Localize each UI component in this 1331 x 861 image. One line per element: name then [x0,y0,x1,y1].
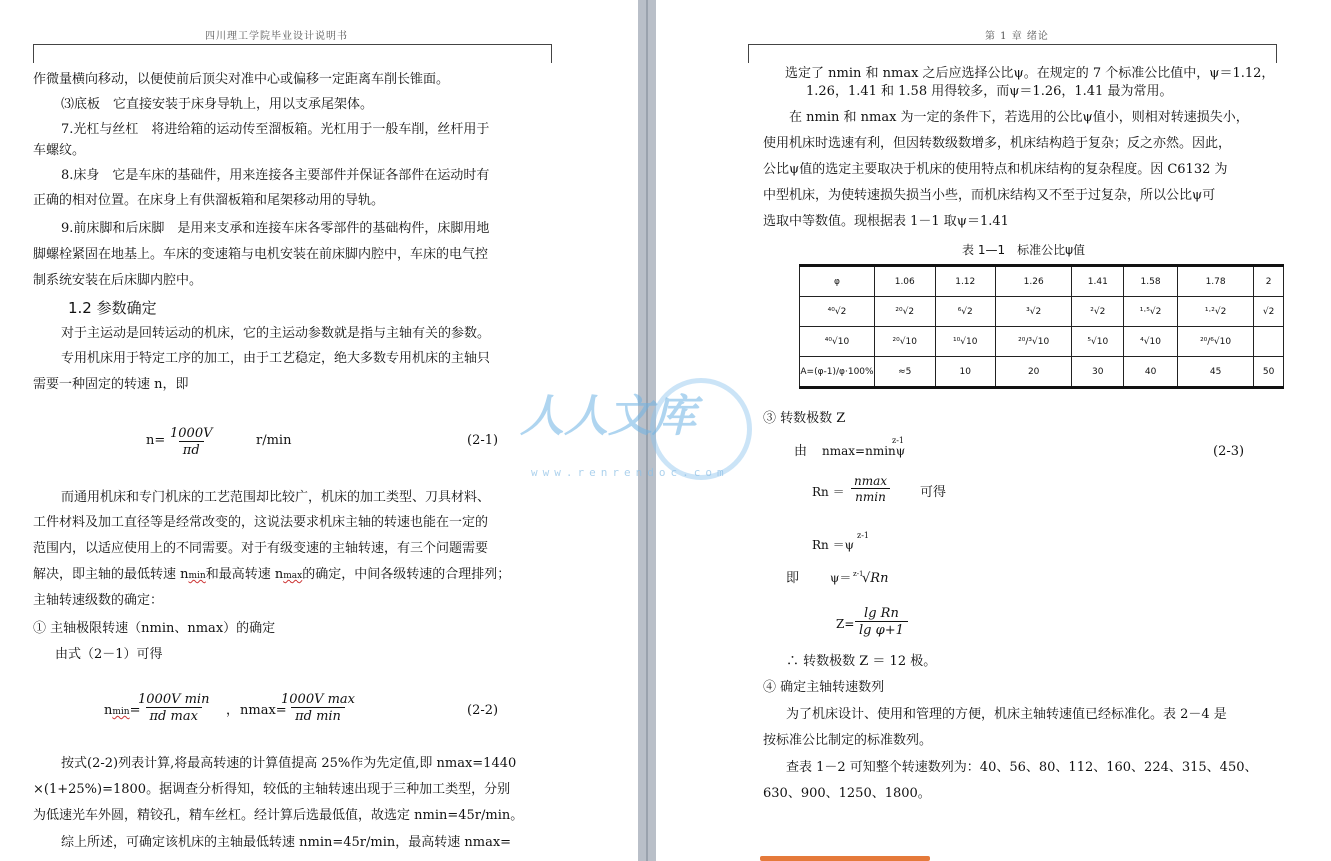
table-cell: ³√2 [996,297,1072,327]
fraction-denominator: πd min [291,707,345,724]
table-cell: ¹·⁵√2 [1124,297,1178,327]
table-cell: 1.58 [1124,266,1178,297]
equation-lhs: nmax= [240,703,287,718]
body-line: 7.光杠与丝杠 将进给箱的运动传至溜板箱。光杠用于一般车削，丝杆用于 [61,122,490,137]
table-cell: ²⁰/³√10 [996,327,1072,357]
table-cell: ⁴⁰√10 [800,327,875,357]
table-cell: 50 [1254,357,1284,388]
table-cell: ¹⁰√10 [935,327,996,357]
table-cell: ⁶√2 [935,297,996,327]
fraction-numerator: 1000V max [281,692,356,707]
table-cell: 40 [1124,357,1178,388]
body-line: 按标准公比制定的标准数列。 [763,733,933,748]
watermark-logo: 人人文库 [520,391,696,442]
superscript: z-1 [857,531,870,540]
table-cell: √2 [1254,297,1284,327]
body-line: 选取中等数值。现根据表 1－1 取ψ＝1.41 [763,214,1009,229]
table-cell: ⁴√10 [1124,327,1178,357]
table-cell: 10 [935,357,996,388]
fraction-denominator: nmin [851,488,890,504]
body-line: 8.床身 它是车床的基础件，用来连接各主要部件并保证各部件在运动时有 [61,168,490,183]
page-header: 第 1 章 绪论 [985,31,1049,42]
header-rule [33,44,551,45]
equation-radical: √Rn [862,571,889,586]
body-line: 专用机床用于特定工序的加工，由于工艺稳定，绝大多数专用机床的主轴只 [61,351,491,366]
equation-symbol: = [129,703,141,718]
body-line: 为低速光车外圆，精铰孔，精车丝杠。经计算后选最低值，故选定 nmin=45r/min。 [33,808,524,823]
equation-note: 可得 [920,485,947,500]
body-line: 主轴转速级数的确定： [33,593,164,608]
body-line: 查表 1－2 可知整个转速数列为：40、56、80、112、160、224、315、450、 [786,760,1258,775]
header-corner [1276,44,1277,63]
body-line: ×(1+25%)=1800。据调查分析得知，较低的主轴转速出现于三种加工类型，分别 [33,782,511,797]
body-line: 需要一种固定的转速 n，即 [33,377,189,392]
table-cell: 30 [1072,357,1124,388]
header-corner [33,44,34,63]
body-line: 综上所述，可确定该机床的主轴最低转速 nmin=45r/min，最高转速 nmax= [61,835,512,850]
text-run: 解决，即主轴的最低转速 n [33,567,189,582]
table-cell: ²⁰√2 [875,297,936,327]
body-line: 对于主运动是回转运动的机床，它的主运动参数就是指与主轴有关的参数。 [61,326,491,341]
equation-lhs: n= [146,433,166,448]
body-line: 公比ψ值的选定主要取决于机床的使用特点和机床结构的复杂程度。因 C6132 为 [763,162,1228,177]
equation-body: nmax=nminψ [822,444,906,458]
table-cell [1254,327,1284,357]
body-line: 9.前床脚和后床脚 是用来支承和连接车床各零部件的基础构件，床脚用地 [61,221,490,236]
subscript: min [188,571,206,581]
table-cell: ¹·²√2 [1177,297,1253,327]
body-line: 630、900、1250、1800。 [763,786,931,801]
superscript: z-1 [853,570,864,578]
body-line: 由式（2－1）可得 [55,647,163,662]
fraction-denominator: lg φ+1 [855,621,908,638]
subscript: min [112,707,130,717]
table-row [800,357,1284,388]
section-heading: 1.2 参数确定 [68,299,157,317]
body-line [33,562,510,589]
equation-lhs: Z= [836,617,855,631]
equation-lead: 即 [786,571,800,586]
table-cell: ⁵√10 [1072,327,1124,357]
equation-fraction [134,692,213,724]
fraction-numerator: 1000V min [138,692,210,707]
table-cell: ²√2 [1072,297,1124,327]
body-line: ③ 转数极数 Z [763,411,846,426]
equation-fraction [166,426,216,458]
table-cell: 1.26 [996,266,1072,297]
text-run: 和最高转速 n [205,567,284,582]
fraction-numerator: nmax [854,474,888,488]
table-cell: ²⁰/⁶√10 [1177,327,1253,357]
equation-lhs: Rn ＝ [812,485,845,499]
body-line: 选定了 nmin 和 nmax 之后应选择公比ψ。在规定的 7 个标准公比值中，ψ＝1.12， [785,66,1275,81]
table-cell: 1.06 [875,266,936,297]
equation-body: Rn ＝ψ [812,538,854,552]
table-cell: 1.78 [1177,266,1253,297]
table-cell: 1.12 [935,266,996,297]
body-line: 脚螺栓紧固在地基上。车床的变速箱与电机安装在前床脚内腔中，车床的电气控 [33,247,489,262]
body-line: 中型机床，为使转速损失损当小些，而机床结构又不至于过复杂，所以公比ψ可 [763,188,1216,203]
table-cell: ²⁰√10 [875,327,936,357]
body-line: 1.26，1.41 和 1.58 用得较多，而ψ＝1.26，1.41 最为常用。 [806,84,1173,99]
equation-fraction [277,692,359,724]
body-line: ∴ 转数极数 Z ＝ 12 极。 [786,654,937,669]
header-corner [551,44,552,63]
body-line: 车螺纹。 [33,143,86,158]
watermark-url: www.renrendoc.com [531,466,729,479]
table-cell: 45 [1177,357,1253,388]
table-caption: 表 1—1 标准公比ψ值 [962,243,1086,257]
body-line: 按式(2-2)列表计算,将最高转速的计算值提高 25%作为先定值,即 nmax=1440 [61,756,517,771]
equation-unit: r/min [256,433,292,448]
text-run: 的确定，中间各级转速的合理排列； [302,567,511,582]
body-line: ⑶底板 它直接安装于床身导轨上，用以支承尾架体。 [61,97,374,112]
fraction-numerator: lg Rn [864,606,899,621]
body-line: ④ 确定主轴转速数列 [763,680,885,695]
bottom-accent-bar [760,856,930,861]
superscript: z-1 [892,436,905,445]
body-line: 制系统安装在后床脚内腔中。 [33,273,203,288]
equation-lead: 由 [794,444,808,459]
table-row [800,266,1284,297]
table-row [800,327,1284,357]
equation-body: ψ＝ [830,571,852,585]
fraction-denominator: πd max [146,707,202,724]
page-header: 四川理工学院毕业设计说明书 [205,31,348,42]
table-cell: ≈5 [875,357,936,388]
table-cell: ⁴⁰√2 [800,297,875,327]
body-line: 工件材料及加工直径等是经常改变的，这说法要求机床主轴的转速也能在一定的 [33,515,489,530]
header-corner [748,44,749,63]
body-line: 为了机床设计、使用和管理的方便，机床主轴转速值已经标准化。表 2－4 是 [786,707,1227,722]
table-cell: 20 [996,357,1072,388]
table-row [800,297,1284,327]
body-line: ① 主轴极限转速（nmin、nmax）的确定 [33,621,276,636]
fraction-numerator: 1000V [170,426,213,441]
header-rule [748,44,1276,45]
equation-separator: ， [226,703,240,718]
table-cell: 1.41 [1072,266,1124,297]
fraction-denominator: πd [179,441,204,458]
body-line: 作微量横向移动，以便使前后顶尖对准中心或偏移一定距离车削长锥面。 [33,72,450,87]
ratio-table [799,264,1284,389]
equation-tag: (2-3) [1213,444,1245,459]
body-line: 在 nmin 和 nmax 为一定的条件下，若选用的公比ψ值小，则相对转速损失小， [789,110,1249,125]
table-cell: 2 [1254,266,1284,297]
body-line: 范围内，以适应使用上的不同需要。对于有级变速的主轴转速，有三个问题需要 [33,541,489,556]
equation-fraction [850,474,891,504]
table-cell: φ [800,266,875,297]
table-cell: A=(φ-1)/φ·100% [800,357,875,388]
body-line: 正确的相对位置。在床身上有供溜板箱和尾架移动用的导轨。 [33,193,385,208]
equation-tag: (2-2) [467,703,499,718]
equation-tag: (2-1) [467,433,499,448]
body-line: 而通用机床和专门机床的工艺范围却比较广，机床的加工类型、刀具材料、 [61,490,491,505]
equation-fraction [855,606,908,638]
equation-symbol: n [104,703,113,718]
subscript: max [283,571,303,581]
body-line: 使用机床时选速有利，但因转数级数增多，机床结构趋于复杂；反之亦然。因此， [763,136,1232,151]
